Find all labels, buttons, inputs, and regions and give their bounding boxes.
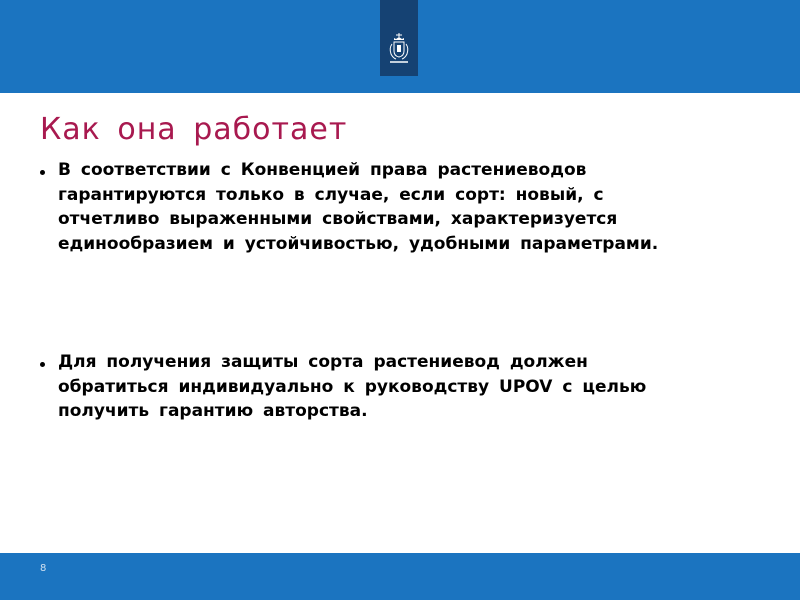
bullet-item: [38, 350, 758, 424]
footer-bar: [0, 553, 800, 600]
bullet-dot-icon: [40, 362, 45, 367]
bullet-text-line: получить гарантию авторства.: [58, 401, 368, 421]
bullet-text-line: отчетливо выраженными свойствами, характеризуется: [58, 209, 618, 229]
bullet-list: [38, 158, 758, 424]
bullet-text-line: единообразием и устойчивостью, удобными параметрами.: [58, 233, 659, 254]
emblem-logo: [380, 0, 418, 76]
bullet-item: [38, 158, 758, 256]
bullet-text-line: Для получения защиты сорта растениевод должен: [58, 352, 588, 372]
slide-title: Как она работает: [40, 112, 348, 147]
bullet-text-line: обратиться индивидуально к руководству UPOV с целью: [58, 376, 647, 397]
bullet-text-line: гарантируются только в случае, если сорт: новый, с: [58, 184, 604, 205]
dutch-coat-of-arms-icon: [380, 0, 418, 76]
bullet-dot-icon: [40, 170, 45, 175]
page-number: 8: [40, 563, 47, 574]
bullet-text-line: В соответствии с Конвенцией права растениеводов: [58, 160, 587, 180]
